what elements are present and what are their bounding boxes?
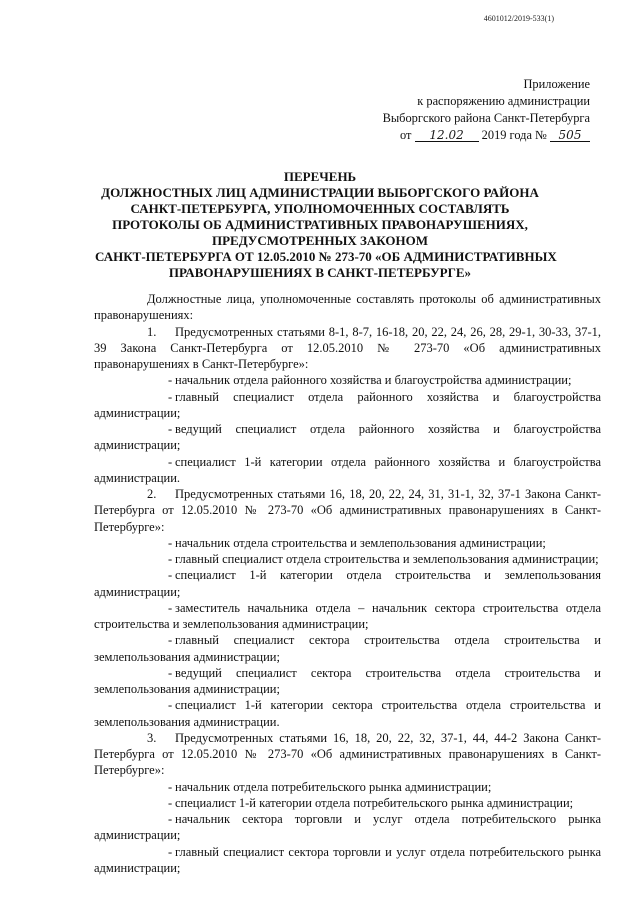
list-item: - начальник отдела районного хозяйства и благоустройства администрации;: [168, 373, 572, 388]
section-text: Предусмотренных статьями 8-1, 8-7, 16-18, 20, 22, 24, 26, 28, 29-1, 30-33, 37-1, 39 Закона Санкт-Петербурга от 12.05.2010 № 273-70 «Об административных правонарушениях в Санкт-Петербурге»:: [94, 324, 601, 371]
list-item: - главный специалист отдела районного хозяйства и благоустройства администрации;: [94, 389, 601, 420]
list-item: - ведущий специалист сектора строительства отдела строительства и землепользования администрации;: [94, 665, 601, 696]
title-line: ПРОТОКОЛЫ ОБ АДМИНИСТРАТИВНЫХ ПРАВОНАРУШЕНИЯХ,: [112, 217, 528, 232]
title-line: ПЕРЕЧЕНЬ: [283, 169, 357, 184]
list-item: - специалист 1-й категории сектора строительства отдела строительства и землепользования администрации.: [94, 698, 601, 729]
list-item: - начальник отдела строительства и землепользования администрации;: [168, 535, 546, 550]
list-item: - специалист 1-й категории отдела строительства и землепользования администрации;: [94, 568, 601, 599]
document-number: 4601012/2019-533(1): [483, 14, 554, 23]
section-number: 1.: [147, 324, 157, 339]
list-item: - ведущий специалист отдела районного хозяйства и благоустройства администрации;: [94, 422, 601, 453]
list-item: - главный специалист сектора торговли и услуг отдела потребительского рынка администрации;: [94, 844, 601, 875]
handwritten-number: 505: [550, 129, 590, 142]
date-prefix: от: [400, 128, 412, 142]
title-line: САНКТ-ПЕТЕРБУРГА, УПОЛНОМОЧЕННЫХ СОСТАВЛЯТЬ: [130, 201, 510, 216]
list-item: - специалист 1-й категории отдела районного хозяйства и благоустройства администрации.: [94, 454, 601, 485]
section-2-heading: [94, 486, 601, 535]
list-item: - главный специалист отдела строительства и землепользования администрации;: [168, 552, 599, 566]
handwritten-date: 12.02: [415, 129, 479, 142]
title-line: САНКТ-ПЕТЕРБУРГА ОТ 12.05.2010 № 273-70 «ОБ АДМИНИСТРАТИВНЫХ: [95, 249, 557, 264]
section-text: Предусмотренных статьями 16, 18, 20, 22, 24, 31, 31-1, 32, 37-1 Закона Санкт-Петербурга от 12.05.2010 № 273-70 «Об административных правонарушениях в Санкт-Петербурге»:: [94, 487, 601, 534]
list-item: - начальник отдела потребительского рынка администрации;: [168, 779, 492, 794]
list-item: - главный специалист сектора строительства отдела строительства и землепользования администрации;: [94, 633, 601, 664]
list-item: - специалист 1-й категории отдела потребительского рынка администрации;: [168, 795, 574, 810]
list-item: - начальник сектора торговли и услуг отдела потребительского рынка администрации;: [94, 812, 601, 843]
document-title: [95, 169, 557, 281]
title-line: ДОЛЖНОСТНЫХ ЛИЦ АДМИНИСТРАЦИИ ВЫБОРГСКОГО РАЙОНА: [101, 185, 539, 200]
appendix-order-ref: к распоряжению администрации: [417, 94, 590, 108]
intro-paragraph: Должностные лица, уполномоченные составлять протоколы об административных правонарушениях:: [94, 292, 601, 323]
appendix-block: [330, 76, 590, 144]
document-body: [94, 291, 601, 876]
title-line: ПРЕДУСМОТРЕННЫХ ЗАКОНОМ: [211, 233, 428, 248]
section-text: Предусмотренных статьями 16, 18, 20, 22, 32, 37-1, 44, 44-2 Закона Санкт-Петербурга от 12.05.2010 № 273-70 «Об административных правонарушениях в Санкт-Петербурге»:: [94, 730, 601, 778]
section-number: 2.: [147, 487, 157, 501]
section-1-heading: [94, 324, 601, 373]
section-3-heading: [94, 730, 601, 779]
appendix-label: Приложение: [523, 77, 590, 91]
section-number: 3.: [147, 730, 157, 745]
year-text: 2019 года №: [481, 128, 547, 142]
title-line: ПРАВОНАРУШЕНИЯХ В САНКТ-ПЕТЕРБУРГЕ»: [168, 265, 472, 280]
appendix-date-line: [330, 127, 590, 144]
appendix-district: Выборгского района Санкт-Петербурга: [382, 111, 590, 125]
list-item: - заместитель начальника отдела – начальник сектора строительства отдела строительства и землепользования администрации;: [94, 600, 601, 631]
